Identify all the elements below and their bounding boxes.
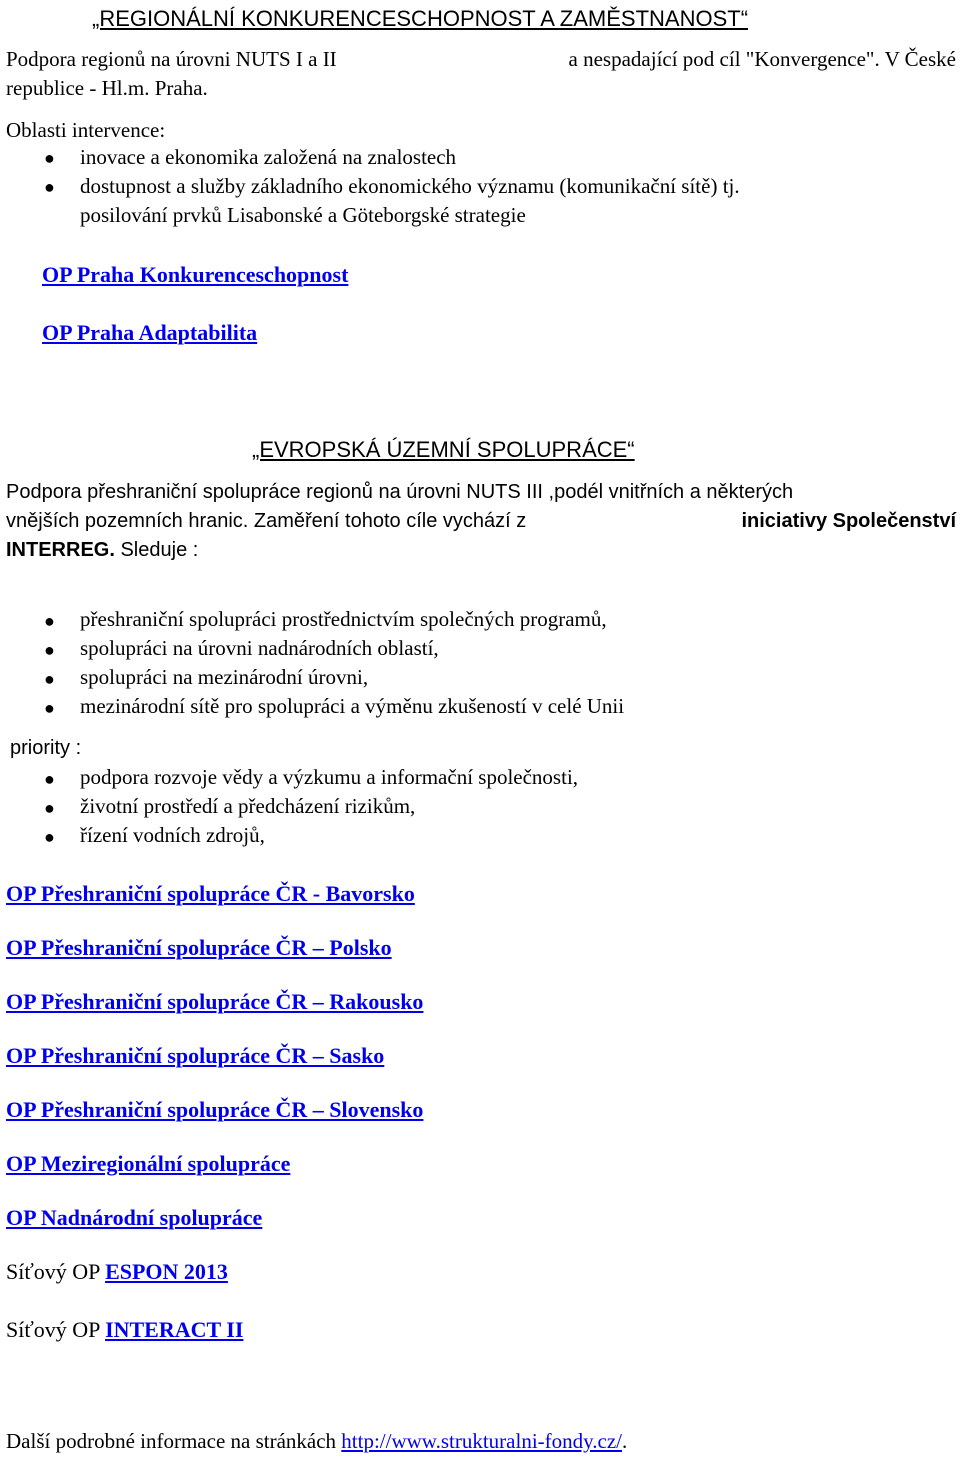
goal-bullet-1: přeshraniční spolupráci prostřednictvím společných programů, (80, 607, 607, 631)
intro-paragraph (6, 45, 956, 103)
bullet-dot-icon: ● (44, 611, 55, 631)
network-prefix: Síťový OP (6, 1317, 100, 1342)
link-op-cr-polsko[interactable]: OP Přeshraniční spolupráce ČR – Polsko (6, 935, 392, 960)
link-interact-ii[interactable]: INTERACT II (105, 1317, 244, 1342)
link-op-nadnarodni[interactable]: OP Nadnárodní spolupráce (6, 1205, 263, 1230)
bullet-dot-icon: ● (44, 698, 55, 718)
areas-label: Oblasti intervence: (6, 118, 166, 142)
network-prefix: Síťový OP (6, 1259, 100, 1284)
goal-bullet-2: spolupráci na úrovni nadnárodních oblastí, (80, 636, 439, 660)
footer-url-link[interactable]: http://www.strukturalni-fondy.cz/ (341, 1429, 623, 1453)
link-op-cr-rakousko[interactable]: OP Přeshraniční spolupráce ČR – Rakousko (6, 989, 424, 1014)
intro-line1-b: a nespadající pod cíl "Konvergence". V České (568, 47, 956, 71)
priority-bullet-3: řízení vodních zdrojů, (80, 823, 265, 847)
footer-info (6, 1429, 627, 1454)
intro-line2: republice - Hl.m. Praha. (6, 76, 208, 100)
link-op-cr-slovensko[interactable]: OP Přeshraniční spolupráce ČR – Slovensko (6, 1097, 424, 1122)
priority-label: priority : (10, 737, 82, 759)
section-heading-regional: „REGIONÁLNÍ KONKURENCESCHOPNOST A ZAMĚSTNANOST“ (92, 6, 749, 31)
area-bullet-2-text: dostupnost a služby základního ekonomického významu (komunikační sítě) tj. (80, 174, 740, 198)
goal-bullet-3: spolupráci na mezinárodní úrovni, (80, 665, 369, 689)
link-op-praha-konkurenceschopnost[interactable]: OP Praha Konkurenceschopnost (42, 262, 349, 287)
goal-bullet-4: mezinárodní sítě pro spolupráci a výměnu zkušeností v celé Unii (80, 694, 625, 718)
bullet-dot-icon: ● (44, 827, 55, 847)
network-op-espon (6, 1259, 228, 1285)
para-line3-b: Sleduje : (120, 539, 199, 561)
area-bullet-1: inovace a ekonomika založená na znalostech (80, 145, 457, 169)
para-line1: Podpora přeshraniční spolupráce regionů na úrovni NUTS III ,podél vnitřních a některých (6, 481, 794, 503)
bullet-dot-icon: ● (44, 798, 55, 818)
area-bullet-3: posilování prvků Lisabonské a Göteborgské strategie (80, 203, 526, 227)
para-line2-a: vnějších pozemních hranic. Zaměření tohoto cíle vychází z (6, 510, 527, 532)
para-line3-a: INTERREG. (6, 539, 115, 561)
intro-line1-a: Podpora regionů na úrovni NUTS I a II (6, 47, 337, 71)
priority-bullet-2: životní prostředí a předcházení rizikům, (80, 794, 416, 818)
bullet-dot-icon: ● (44, 669, 55, 689)
link-op-cr-sasko[interactable]: OP Přeshraniční spolupráce ČR – Sasko (6, 1043, 385, 1068)
para-line2-b: iniciativy Společenství (741, 510, 956, 532)
bullet-dot-icon: ● (44, 769, 55, 789)
link-op-cr-bavorsko[interactable]: OP Přeshraniční spolupráce ČR - Bavorsko (6, 881, 415, 906)
footer-end: . (622, 1429, 628, 1453)
bullet-dot-icon: ● (44, 148, 55, 168)
footer-text: Další podrobné informace na stránkách (6, 1429, 337, 1453)
link-op-praha-adaptabilita[interactable]: OP Praha Adaptabilita (42, 320, 258, 345)
link-op-meziregionalni[interactable]: OP Meziregionální spolupráce (6, 1151, 291, 1176)
link-espon-2013[interactable]: ESPON 2013 (105, 1259, 228, 1284)
network-op-interact (6, 1317, 243, 1343)
bullet-dot-icon: ● (44, 640, 55, 660)
area-bullet-2 (80, 174, 956, 199)
bullet-dot-icon: ● (44, 177, 55, 197)
section-heading-territorial: „EVROPSKÁ ÚZEMNÍ SPOLUPRÁCE“ (252, 437, 635, 462)
priority-bullet-1: podpora rozvoje vědy a výzkumu a informační společnosti, (80, 765, 579, 789)
territorial-paragraph (6, 478, 956, 565)
